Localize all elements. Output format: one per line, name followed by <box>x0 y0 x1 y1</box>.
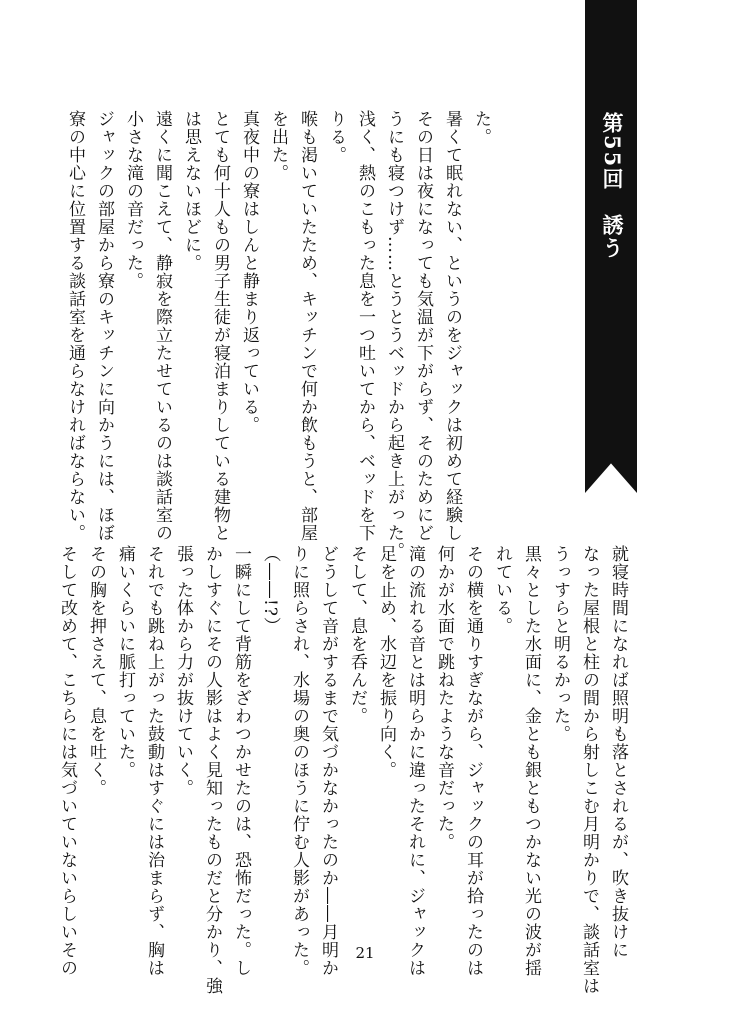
text-column: を出た。 <box>268 110 288 182</box>
text-column: なった屋根と柱の間から射しこむ月明かりで、談話室は <box>579 545 599 995</box>
text-column: 足を止め、水辺を振り向く。 <box>376 545 396 779</box>
text-column: どうして音がするまで気づかなかったのか――月明か <box>318 545 338 977</box>
text-column: その横を通りすぎながら、ジャックの耳が拾ったのは <box>463 545 483 977</box>
text-column: 寮の中心に位置する談話室を通らなければならない。 <box>65 110 85 542</box>
text-column: は思えないほどに。 <box>181 110 201 272</box>
text-column: 黒々とした水面に、金とも銀ともつかない光の波が揺 <box>521 545 541 977</box>
text-column: その日は夜になっても気温が下がらず、そのためにど <box>413 110 433 542</box>
text-column: 滝の流れる音とは明らかに違ったそれに、ジャックは <box>405 545 425 977</box>
text-column: りに照らされ、水場の奥のほうに佇む人影があった。 <box>289 545 309 977</box>
text-column: そして改めて、こちらには気づいていないらしいその <box>57 545 77 977</box>
chapter-title: 第55回 誘う <box>600 112 625 261</box>
text-column: りる。 <box>326 110 346 164</box>
text-column: 一瞬にして背筋をざわつかせたのは、恐怖だった。し <box>231 545 251 977</box>
text-column: れている。 <box>492 545 512 635</box>
text-column: 遠くに聞こえて、静寂を際立たせているのは談話室の <box>152 110 172 542</box>
text-column: うっすらと明るかった。 <box>550 545 570 743</box>
text-column: 暑くて眠れない、というのをジャックは初めて経験し <box>442 110 462 542</box>
text-column: 張った体から力が抜けていく。 <box>173 545 193 797</box>
text-column: （――!?） <box>260 545 280 635</box>
text-column: 就寝時間になれば照明も落とされるが、吹き抜けに <box>608 545 628 959</box>
text-column: た。 <box>471 110 491 146</box>
text-column: 真夜中の寮はしんと静まり返っている。 <box>239 110 259 434</box>
text-column: それでも跳ね上がった鼓動はすぐには治まらず、胸は <box>144 545 164 977</box>
text-column: 浅く、熱のこもった息を一つ吐いてから、ベッドを下 <box>355 110 375 542</box>
text-column: 痛いくらいに脈打っていた。 <box>115 545 135 779</box>
text-column: かしすぐにその人影はよく見知ったものだと分かり、強 <box>202 545 222 995</box>
text-column: 喉も渇いていたため、キッチンで何か飲もうと、部屋 <box>297 110 317 542</box>
text-column: 小さな滝の音だった。 <box>123 110 143 290</box>
text-column: ジャックの部屋から寮のキッチンに向かうには、ほぼ <box>94 110 114 542</box>
text-column: とても何十人もの男子生徒が寝泊まりしている建物と <box>210 110 230 542</box>
page-number: 21 <box>355 944 375 962</box>
text-column: そして、息を呑んだ。 <box>347 545 367 725</box>
text-column: うにも寝つけず……とうとうベッドから起き上がった。 <box>384 110 404 560</box>
text-column: 何かが水面で跳ねたような音だった。 <box>434 545 454 851</box>
text-column: その胸を押さえて、息を吐く。 <box>86 545 106 797</box>
